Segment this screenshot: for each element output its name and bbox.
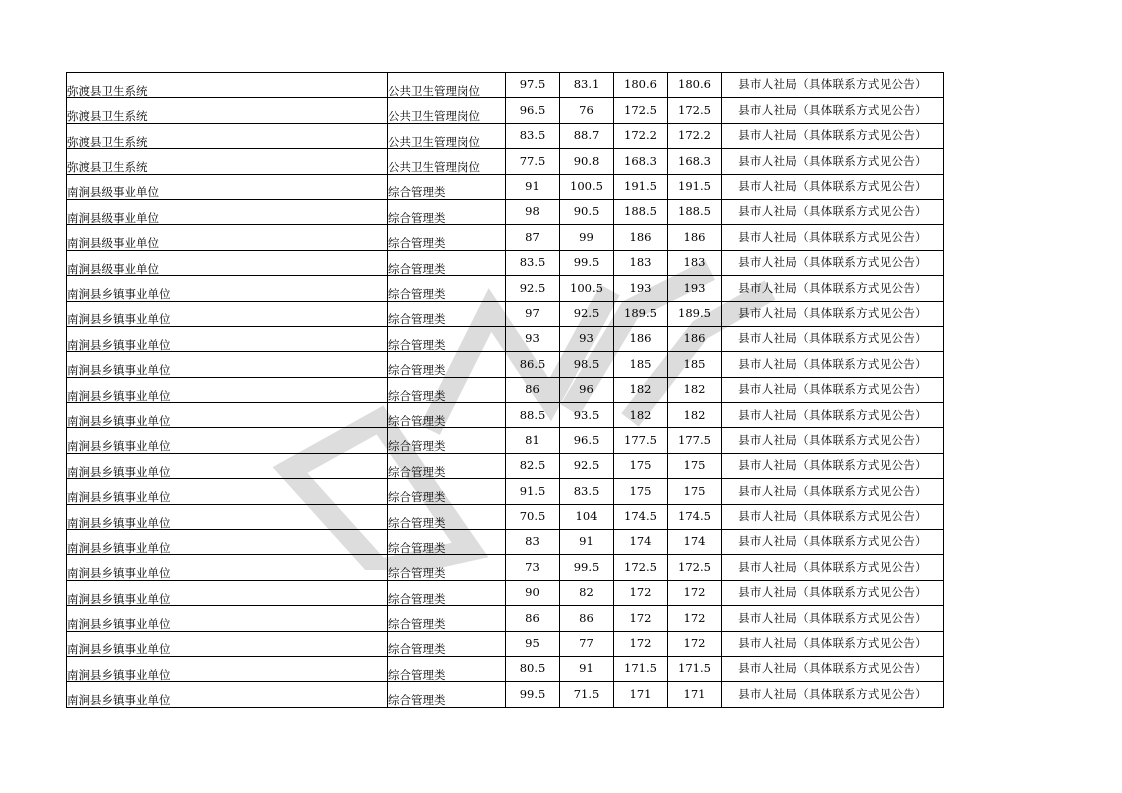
unit-cell: 南涧县乡镇事业单位 (67, 326, 388, 351)
post-cell: 综合管理类 (388, 403, 506, 428)
score-4-cell: 185 (668, 352, 722, 377)
score-2-cell: 86 (560, 606, 614, 631)
score-1-cell: 88.5 (506, 403, 560, 428)
contact-cell: 县市人社局（具体联系方式见公告） (722, 403, 944, 428)
post-cell: 综合管理类 (388, 199, 506, 224)
score-4-cell: 168.3 (668, 149, 722, 174)
score-3-cell: 186 (614, 225, 668, 250)
score-1-cell: 97.5 (506, 73, 560, 98)
score-4-cell: 175 (668, 453, 722, 478)
unit-cell: 弥渡县卫生系统 (67, 73, 388, 98)
post-cell: 综合管理类 (388, 301, 506, 326)
score-2-cell: 93.5 (560, 403, 614, 428)
contact-cell: 县市人社局（具体联系方式见公告） (722, 123, 944, 148)
score-2-cell: 99.5 (560, 250, 614, 275)
contact-cell: 县市人社局（具体联系方式见公告） (722, 225, 944, 250)
contact-cell: 县市人社局（具体联系方式见公告） (722, 377, 944, 402)
score-2-cell: 99 (560, 225, 614, 250)
score-4-cell: 172.5 (668, 555, 722, 580)
table-row (67, 250, 944, 275)
unit-cell: 南涧县级事业单位 (67, 225, 388, 250)
score-2-cell: 104 (560, 504, 614, 529)
score-4-cell: 174 (668, 530, 722, 555)
unit-cell: 南涧县乡镇事业单位 (67, 403, 388, 428)
score-1-cell: 93 (506, 326, 560, 351)
unit-cell: 南涧县乡镇事业单位 (67, 606, 388, 631)
contact-cell: 县市人社局（具体联系方式见公告） (722, 301, 944, 326)
score-3-cell: 172 (614, 631, 668, 656)
score-3-cell: 174 (614, 530, 668, 555)
contact-cell: 县市人社局（具体联系方式见公告） (722, 606, 944, 631)
post-cell: 综合管理类 (388, 428, 506, 453)
score-1-cell: 86 (506, 606, 560, 631)
post-cell: 综合管理类 (388, 377, 506, 402)
unit-cell: 南涧县乡镇事业单位 (67, 453, 388, 478)
score-2-cell: 83.5 (560, 479, 614, 504)
score-3-cell: 172.2 (614, 123, 668, 148)
contact-cell: 县市人社局（具体联系方式见公告） (722, 530, 944, 555)
contact-cell: 县市人社局（具体联系方式见公告） (722, 580, 944, 605)
post-cell: 综合管理类 (388, 555, 506, 580)
post-cell: 综合管理类 (388, 631, 506, 656)
score-4-cell: 193 (668, 276, 722, 301)
table-row (67, 326, 944, 351)
score-3-cell: 172 (614, 606, 668, 631)
score-2-cell: 100.5 (560, 174, 614, 199)
unit-cell: 南涧县级事业单位 (67, 174, 388, 199)
post-cell: 综合管理类 (388, 453, 506, 478)
contact-cell: 县市人社局（具体联系方式见公告） (722, 250, 944, 275)
score-3-cell: 175 (614, 453, 668, 478)
score-1-cell: 99.5 (506, 682, 560, 707)
unit-cell: 南涧县乡镇事业单位 (67, 352, 388, 377)
score-4-cell: 183 (668, 250, 722, 275)
unit-cell: 弥渡县卫生系统 (67, 98, 388, 123)
contact-cell: 县市人社局（具体联系方式见公告） (722, 682, 944, 707)
unit-cell: 南涧县乡镇事业单位 (67, 682, 388, 707)
unit-cell: 南涧县级事业单位 (67, 199, 388, 224)
score-1-cell: 92.5 (506, 276, 560, 301)
score-4-cell: 175 (668, 479, 722, 504)
table-row (67, 656, 944, 681)
score-table (66, 72, 944, 708)
table-row (67, 504, 944, 529)
unit-cell: 南涧县乡镇事业单位 (67, 656, 388, 681)
score-2-cell: 76 (560, 98, 614, 123)
post-cell: 综合管理类 (388, 225, 506, 250)
unit-cell: 弥渡县卫生系统 (67, 149, 388, 174)
score-4-cell: 171.5 (668, 656, 722, 681)
table-row (67, 453, 944, 478)
score-2-cell: 99.5 (560, 555, 614, 580)
score-4-cell: 171 (668, 682, 722, 707)
contact-cell: 县市人社局（具体联系方式见公告） (722, 149, 944, 174)
table-row (67, 98, 944, 123)
score-2-cell: 83.1 (560, 73, 614, 98)
post-cell: 综合管理类 (388, 174, 506, 199)
contact-cell: 县市人社局（具体联系方式见公告） (722, 326, 944, 351)
contact-cell: 县市人社局（具体联系方式见公告） (722, 428, 944, 453)
score-4-cell: 180.6 (668, 73, 722, 98)
score-2-cell: 92.5 (560, 453, 614, 478)
score-4-cell: 172 (668, 631, 722, 656)
score-2-cell: 91 (560, 530, 614, 555)
post-cell: 综合管理类 (388, 352, 506, 377)
score-4-cell: 174.5 (668, 504, 722, 529)
score-4-cell: 182 (668, 403, 722, 428)
unit-cell: 南涧县乡镇事业单位 (67, 276, 388, 301)
table-row (67, 352, 944, 377)
score-3-cell: 188.5 (614, 199, 668, 224)
score-2-cell: 82 (560, 580, 614, 605)
post-cell: 公共卫生管理岗位 (388, 149, 506, 174)
score-4-cell: 172.2 (668, 123, 722, 148)
score-3-cell: 183 (614, 250, 668, 275)
unit-cell: 南涧县乡镇事业单位 (67, 580, 388, 605)
table-row (67, 377, 944, 402)
post-cell: 综合管理类 (388, 276, 506, 301)
table-row (67, 301, 944, 326)
contact-cell: 县市人社局（具体联系方式见公告） (722, 276, 944, 301)
table-row (67, 631, 944, 656)
unit-cell: 南涧县乡镇事业单位 (67, 428, 388, 453)
post-cell: 综合管理类 (388, 682, 506, 707)
unit-cell: 南涧县乡镇事业单位 (67, 555, 388, 580)
score-1-cell: 86.5 (506, 352, 560, 377)
score-3-cell: 175 (614, 479, 668, 504)
unit-cell: 弥渡县卫生系统 (67, 123, 388, 148)
unit-cell: 南涧县乡镇事业单位 (67, 479, 388, 504)
score-1-cell: 97 (506, 301, 560, 326)
score-1-cell: 77.5 (506, 149, 560, 174)
score-1-cell: 83 (506, 530, 560, 555)
score-4-cell: 191.5 (668, 174, 722, 199)
contact-cell: 县市人社局（具体联系方式见公告） (722, 479, 944, 504)
score-4-cell: 188.5 (668, 199, 722, 224)
score-1-cell: 82.5 (506, 453, 560, 478)
score-3-cell: 182 (614, 377, 668, 402)
post-cell: 综合管理类 (388, 530, 506, 555)
score-1-cell: 81 (506, 428, 560, 453)
table-row (67, 555, 944, 580)
score-1-cell: 83.5 (506, 250, 560, 275)
contact-cell: 县市人社局（具体联系方式见公告） (722, 656, 944, 681)
table-row (67, 580, 944, 605)
contact-cell: 县市人社局（具体联系方式见公告） (722, 504, 944, 529)
post-cell: 公共卫生管理岗位 (388, 123, 506, 148)
post-cell: 综合管理类 (388, 479, 506, 504)
score-1-cell: 95 (506, 631, 560, 656)
score-1-cell: 91 (506, 174, 560, 199)
score-3-cell: 193 (614, 276, 668, 301)
score-1-cell: 73 (506, 555, 560, 580)
table-row (67, 225, 944, 250)
contact-cell: 县市人社局（具体联系方式见公告） (722, 555, 944, 580)
score-2-cell: 93 (560, 326, 614, 351)
post-cell: 综合管理类 (388, 656, 506, 681)
table-row (67, 73, 944, 98)
score-2-cell: 71.5 (560, 682, 614, 707)
table-row (67, 149, 944, 174)
post-cell: 公共卫生管理岗位 (388, 73, 506, 98)
score-3-cell: 191.5 (614, 174, 668, 199)
table-row (67, 428, 944, 453)
contact-cell: 县市人社局（具体联系方式见公告） (722, 631, 944, 656)
table-row (67, 530, 944, 555)
table-body (67, 73, 944, 708)
score-3-cell: 177.5 (614, 428, 668, 453)
score-3-cell: 168.3 (614, 149, 668, 174)
unit-cell: 南涧县乡镇事业单位 (67, 530, 388, 555)
score-2-cell: 96 (560, 377, 614, 402)
contact-cell: 县市人社局（具体联系方式见公告） (722, 98, 944, 123)
score-3-cell: 171.5 (614, 656, 668, 681)
score-2-cell: 92.5 (560, 301, 614, 326)
score-4-cell: 172.5 (668, 98, 722, 123)
contact-cell: 县市人社局（具体联系方式见公告） (722, 352, 944, 377)
score-4-cell: 182 (668, 377, 722, 402)
score-1-cell: 87 (506, 225, 560, 250)
score-3-cell: 189.5 (614, 301, 668, 326)
score-1-cell: 90 (506, 580, 560, 605)
score-1-cell: 86 (506, 377, 560, 402)
unit-cell: 南涧县乡镇事业单位 (67, 631, 388, 656)
score-4-cell: 172 (668, 606, 722, 631)
score-4-cell: 172 (668, 580, 722, 605)
unit-cell: 南涧县乡镇事业单位 (67, 504, 388, 529)
contact-cell: 县市人社局（具体联系方式见公告） (722, 199, 944, 224)
score-1-cell: 80.5 (506, 656, 560, 681)
score-3-cell: 185 (614, 352, 668, 377)
contact-cell: 县市人社局（具体联系方式见公告） (722, 73, 944, 98)
score-2-cell: 98.5 (560, 352, 614, 377)
score-1-cell: 96.5 (506, 98, 560, 123)
score-3-cell: 182 (614, 403, 668, 428)
unit-cell: 南涧县级事业单位 (67, 250, 388, 275)
unit-cell: 南涧县乡镇事业单位 (67, 301, 388, 326)
score-4-cell: 186 (668, 225, 722, 250)
score-3-cell: 172 (614, 580, 668, 605)
score-2-cell: 91 (560, 656, 614, 681)
score-1-cell: 83.5 (506, 123, 560, 148)
score-3-cell: 171 (614, 682, 668, 707)
table-row (67, 199, 944, 224)
table-row (67, 682, 944, 707)
score-4-cell: 189.5 (668, 301, 722, 326)
contact-cell: 县市人社局（具体联系方式见公告） (722, 174, 944, 199)
score-2-cell: 88.7 (560, 123, 614, 148)
score-1-cell: 91.5 (506, 479, 560, 504)
table-row (67, 479, 944, 504)
table-row (67, 403, 944, 428)
unit-cell: 南涧县乡镇事业单位 (67, 377, 388, 402)
score-3-cell: 186 (614, 326, 668, 351)
score-3-cell: 172.5 (614, 555, 668, 580)
score-2-cell: 96.5 (560, 428, 614, 453)
post-cell: 综合管理类 (388, 326, 506, 351)
score-2-cell: 77 (560, 631, 614, 656)
score-1-cell: 70.5 (506, 504, 560, 529)
contact-cell: 县市人社局（具体联系方式见公告） (722, 453, 944, 478)
score-1-cell: 98 (506, 199, 560, 224)
score-3-cell: 172.5 (614, 98, 668, 123)
table-row (67, 276, 944, 301)
post-cell: 综合管理类 (388, 504, 506, 529)
post-cell: 综合管理类 (388, 250, 506, 275)
score-4-cell: 186 (668, 326, 722, 351)
score-2-cell: 90.8 (560, 149, 614, 174)
score-3-cell: 174.5 (614, 504, 668, 529)
post-cell: 综合管理类 (388, 580, 506, 605)
post-cell: 综合管理类 (388, 606, 506, 631)
score-2-cell: 100.5 (560, 276, 614, 301)
table-row (67, 606, 944, 631)
table-row (67, 174, 944, 199)
score-3-cell: 180.6 (614, 73, 668, 98)
table-row (67, 123, 944, 148)
score-2-cell: 90.5 (560, 199, 614, 224)
score-4-cell: 177.5 (668, 428, 722, 453)
post-cell: 公共卫生管理岗位 (388, 98, 506, 123)
